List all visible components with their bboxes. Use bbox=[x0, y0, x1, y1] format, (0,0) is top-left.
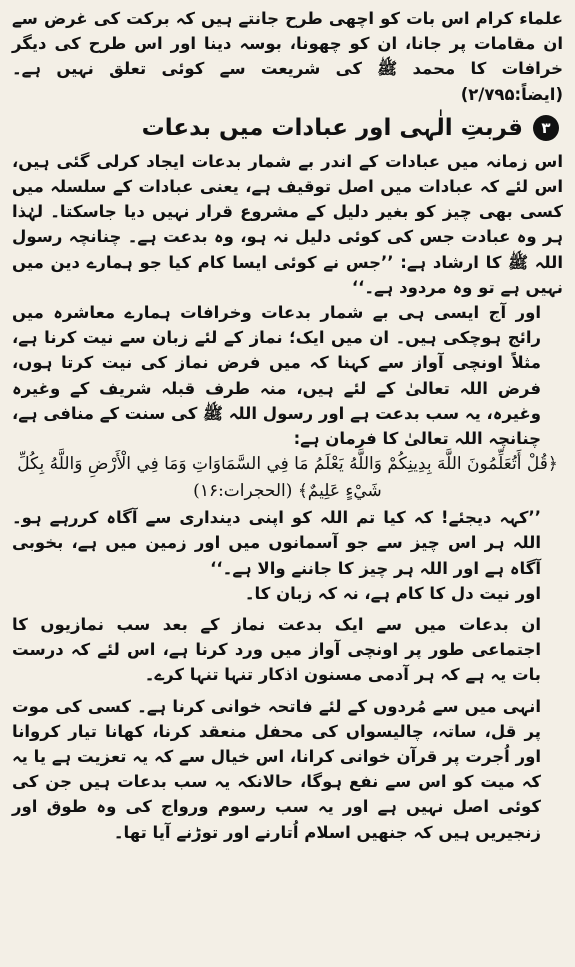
intro-reference: (ایضاً:۲/۷۹۵) bbox=[460, 84, 563, 104]
intro-text: علماء کرام اس بات کو اچھی طرح جانتے ہیں کہ برکت کی غرض سے ان مقامات پر جانا، ان کو چھونا، بوسہ دینا اور اس طرح کی دیگر خرافات کا محمد ﷺ کی شریعت سے کوئی تعلق نہیں ہے۔ bbox=[12, 9, 563, 79]
paragraph-1: اس زمانہ میں عبادات کے اندر بے شمار بدعات ایجاد کرلی گئی ہیں، اس لئے کہ عبادات میں اصل توقیف ہے، یعنی عبادات کے سلسلہ میں کسی بھی چیز کو بغیر دلیل کے مشروع قرار نہیں دیا جاسکتا۔ لہٰذا ہر وہ عبادت جس کی کوئی دلیل نہ ہو، وہ بدعت ہے۔ چنانچہ رسول اللہ ﷺ کا ارشاد ہے: ’’جس نے کوئی ایسا کام کیا جو ہمارے دین میں نہیں ہے تو وہ مردود ہے۔‘‘ bbox=[12, 151, 563, 297]
ayah-reference: (الحجرات:۱۶) bbox=[193, 481, 293, 502]
paragraph-3: ان بدعات میں سے ایک بدعت نماز کے بعد سب نمازیوں کا اجتماعی طور پر اونچی آواز میں ورد کرنا ہے، اس لئے کہ درست بات یہ ہے کہ ہر آدمی مسنون اذکار تنہا تنہا کرے۔ bbox=[12, 615, 541, 685]
paragraph-2: اور آج ایسی ہی بے شمار بدعات وخرافات ہمارے معاشرہ میں رائج ہوچکی ہیں۔ ان میں ایک؛ نماز کے لئے زبان سے نیت کرنا ہے، مثلاً اونچی آواز سے کہنا کہ میں فرض نماز کی نیت کرتا ہوں، فرض اللہ تعالیٰ کے لئے ہیں، منہ طرف قبلہ شریف کے وغیرہ وغیرہ، یہ سب بدعت ہے اور رسول اللہ ﷺ کی سنت کے منافی ہے، چنانچہ اللہ تعالیٰ کا فرمان ہے: bbox=[12, 303, 541, 449]
section-title: قربتِ الٰہی اور عبادات میں بدعات bbox=[141, 114, 523, 141]
paragraph-4: انہی میں سے مُردوں کے لئے فاتحہ خوانی کرنا ہے۔ کسی کی موت پر قل، ساتہ، چالیسواں کی محفل منعقد کرنا، کھانا تیار کروانا اور اُجرت پر قرآن خوانی کرانا، اس خیال سے کہ یہ تعزیت ہے یا یہ کہ میت کو اس سے نفع ہوگا، حالانکہ یہ سب بدعات ہیں جن کی کوئی اصل نہیں ہے اور یہ سب رسوم ورواج کی وہ طوق اور زنجیریں ہیں کہ جنھیں اسلام اُتارنے اور توڑنے آیا تھا۔ bbox=[12, 696, 541, 842]
section-heading bbox=[12, 113, 559, 143]
niyyat-line: اور نیت دل کا کام ہے، نہ کہ زبان کا۔ bbox=[244, 583, 541, 603]
quran-ayah bbox=[12, 451, 563, 505]
section-number-badge: ۳ bbox=[533, 115, 559, 141]
intro-paragraph bbox=[12, 6, 563, 107]
ayah-translation: ’’کہہ دیجئے! کہ کیا تم اللہ کو اپنی دینداری سے آگاہ کررہے ہو۔ اللہ ہر اس چیز سے جو آسمانوں میں اور زمین میں ہے، بخوبی آگاہ ہے اور اللہ ہر چیز کا جاننے والا ہے۔‘‘ bbox=[12, 508, 541, 578]
ayah-text: ﴿قُلْ أَتُعَلِّمُونَ اللَّهَ بِدِينِكُمْ وَاللَّهُ يَعْلَمُ مَا فِي السَّمَاوَاتِ وَمَا فِي الْأَرْضِ وَاللَّهُ بِكُلِّ شَيْءٍ عَلِيمٌ﴾ bbox=[17, 454, 558, 502]
